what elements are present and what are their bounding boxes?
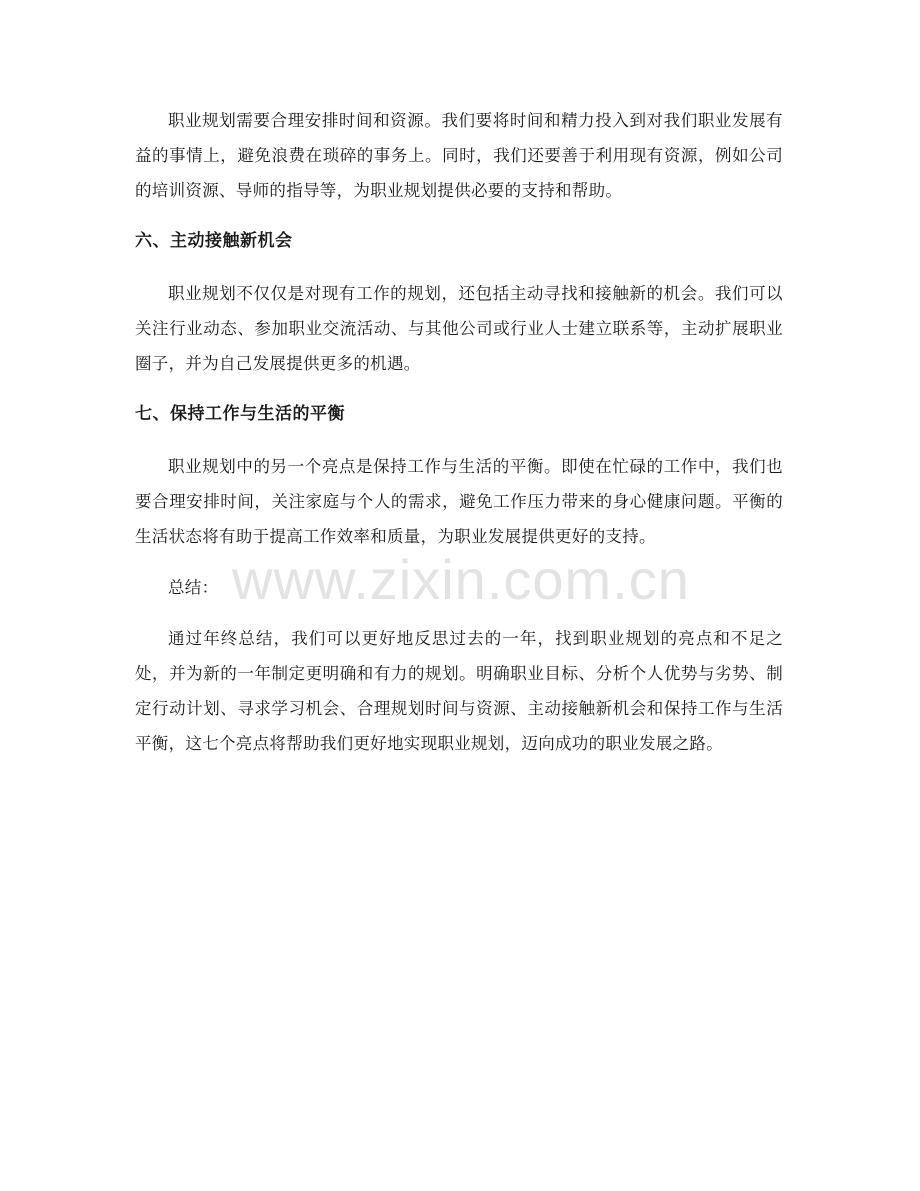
summary-label: 总结： <box>168 578 219 597</box>
paragraph-summary: 通过年终总结，我们可以更好地反思过去的一年，找到职业规划的亮点和不足之处，并为新的一年制定更明确和有力的规划。明确职业目标、分析个人优势与劣势、制定行动计划、寻求学习机会、合理规划时间与资源、主动接触新机会和保持工作与生活平衡，这七个亮点将帮助我们更好地实现职业规划，迈向成功的职业发展之路。 <box>135 629 783 753</box>
section-heading-new-opportunities: 六、主动接触新机会 <box>135 231 293 251</box>
document-body <box>135 103 783 761</box>
paragraph-work-life-balance: 职业规划中的另一个亮点是保持工作与生活的平衡。即使在忙碌的工作中，我们也要合理安排时间，关注家庭与个人的需求，避免工作压力带来的身心健康问题。平衡的生活状态将有助于提高工作效率和质量，为职业发展提供更好的支持。 <box>135 457 783 546</box>
watermark-text: www.zixin.com.cn <box>232 548 690 611</box>
section-heading-work-life-balance: 七、保持工作与生活的平衡 <box>135 404 345 424</box>
paragraph-new-opportunities: 职业规划不仅仅是对现有工作的规划，还包括主动寻找和接触新的机会。我们可以关注行业动态、参加职业交流活动、与其他公司或行业人士建立联系等，主动扩展职业圈子，并为自己发展提供更多的机遇。 <box>135 284 783 373</box>
paragraph-time-resources: 职业规划需要合理安排时间和资源。我们要将时间和精力投入到对我们职业发展有益的事情上，避免浪费在琐碎的事务上。同时，我们还要善于利用现有资源，例如公司的培训资源、导师的指导等，为职业规划提供必要的支持和帮助。 <box>135 111 783 200</box>
